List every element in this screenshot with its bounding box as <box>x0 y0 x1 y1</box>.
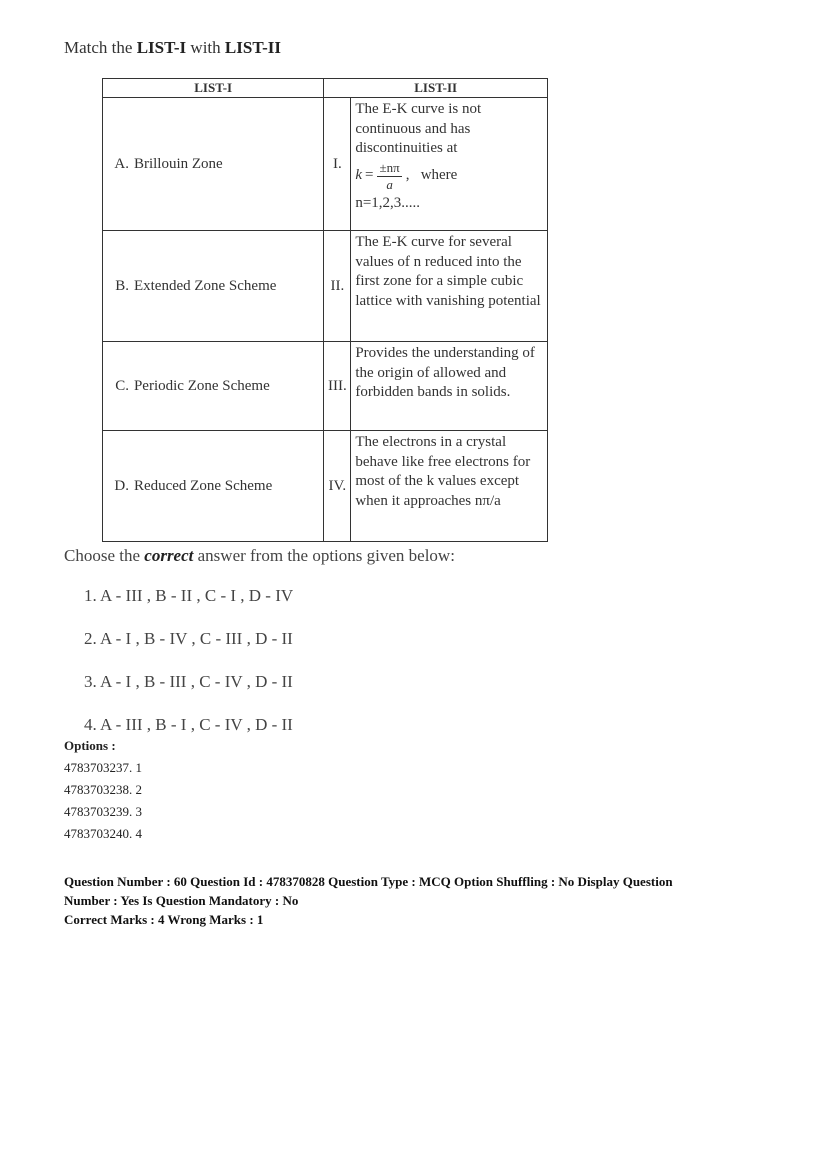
row-item: Extended Zone Scheme <box>131 231 324 342</box>
option-id-2: 4783703238. 2 <box>64 782 142 797</box>
option-id-4: 4783703240. 4 <box>64 826 142 841</box>
option-id-3: 4783703239. 3 <box>64 804 142 819</box>
table-row <box>103 342 548 431</box>
answer-choice-2: 2. A - I , B - IV , C - III , D - II <box>84 629 293 648</box>
row-description: The E-K curve is not continuous and has discontinuities at k = $\frac{\pm n\pi}{a}$ , where n=1,2,3..... <box>351 98 548 231</box>
list1-name: LIST-I <box>136 38 187 57</box>
row-letter: B. <box>103 231 131 342</box>
row-letter: D. <box>103 431 131 542</box>
row-item: Reduced Zone Scheme <box>131 431 324 542</box>
instruction-text: Choose the correct answer from the options given below: <box>64 546 455 565</box>
row-description: Provides the understanding of the origin of allowed and forbidden bands in solids. <box>351 342 548 431</box>
table-header-row <box>103 79 548 98</box>
row-roman: II. <box>324 231 351 342</box>
row-roman: I. <box>324 98 351 231</box>
row-item: Brillouin Zone <box>131 98 324 231</box>
emphasis-correct: correct <box>144 546 194 565</box>
list2-name: LIST-II <box>224 38 281 57</box>
row-roman: IV. <box>324 431 351 542</box>
fraction: $\frac{\pm n\pi}{a}$ <box>379 159 400 192</box>
row-description: The E-K curve for several values of n reduced into the first zone for a simple cubic lattice with vanishing potential <box>351 231 548 342</box>
options-label: Options : <box>64 738 116 753</box>
question-metadata: Question Number : 60 Question Id : 478370828 Question Type : MCQ Option Shuffling : No Display Question Number : Yes Is Question Mandatory : No Correct Marks : 4 Wrong Marks : 1 <box>64 874 673 927</box>
row-letter: C. <box>103 342 131 431</box>
answer-choice-1: 1. A - III , B - II , C - I , D - IV <box>84 586 294 605</box>
header-list1: LIST-I <box>103 79 324 98</box>
answer-choice-4: 4. A - III , B - I , C - IV , D - II <box>84 715 293 734</box>
question-prompt: Match the LIST-I with LIST-II <box>64 38 281 57</box>
table-row <box>103 98 548 231</box>
row-description: The electrons in a crystal behave like free electrons for most of the k values except when it approaches nπ/a <box>351 431 548 542</box>
table-row <box>103 231 548 342</box>
header-list2: LIST-II <box>324 79 548 98</box>
k-formula: k = $\frac{\pm n\pi}{a}$ , where <box>355 159 458 192</box>
option-id-1: 4783703237. 1 <box>64 760 142 775</box>
answer-choice-3: 3. A - I , B - III , C - IV , D - II <box>84 672 293 691</box>
row-item: Periodic Zone Scheme <box>131 342 324 431</box>
row-letter: A. <box>103 98 131 231</box>
match-table <box>102 78 548 542</box>
table-row <box>103 431 548 542</box>
row-roman: III. <box>324 342 351 431</box>
